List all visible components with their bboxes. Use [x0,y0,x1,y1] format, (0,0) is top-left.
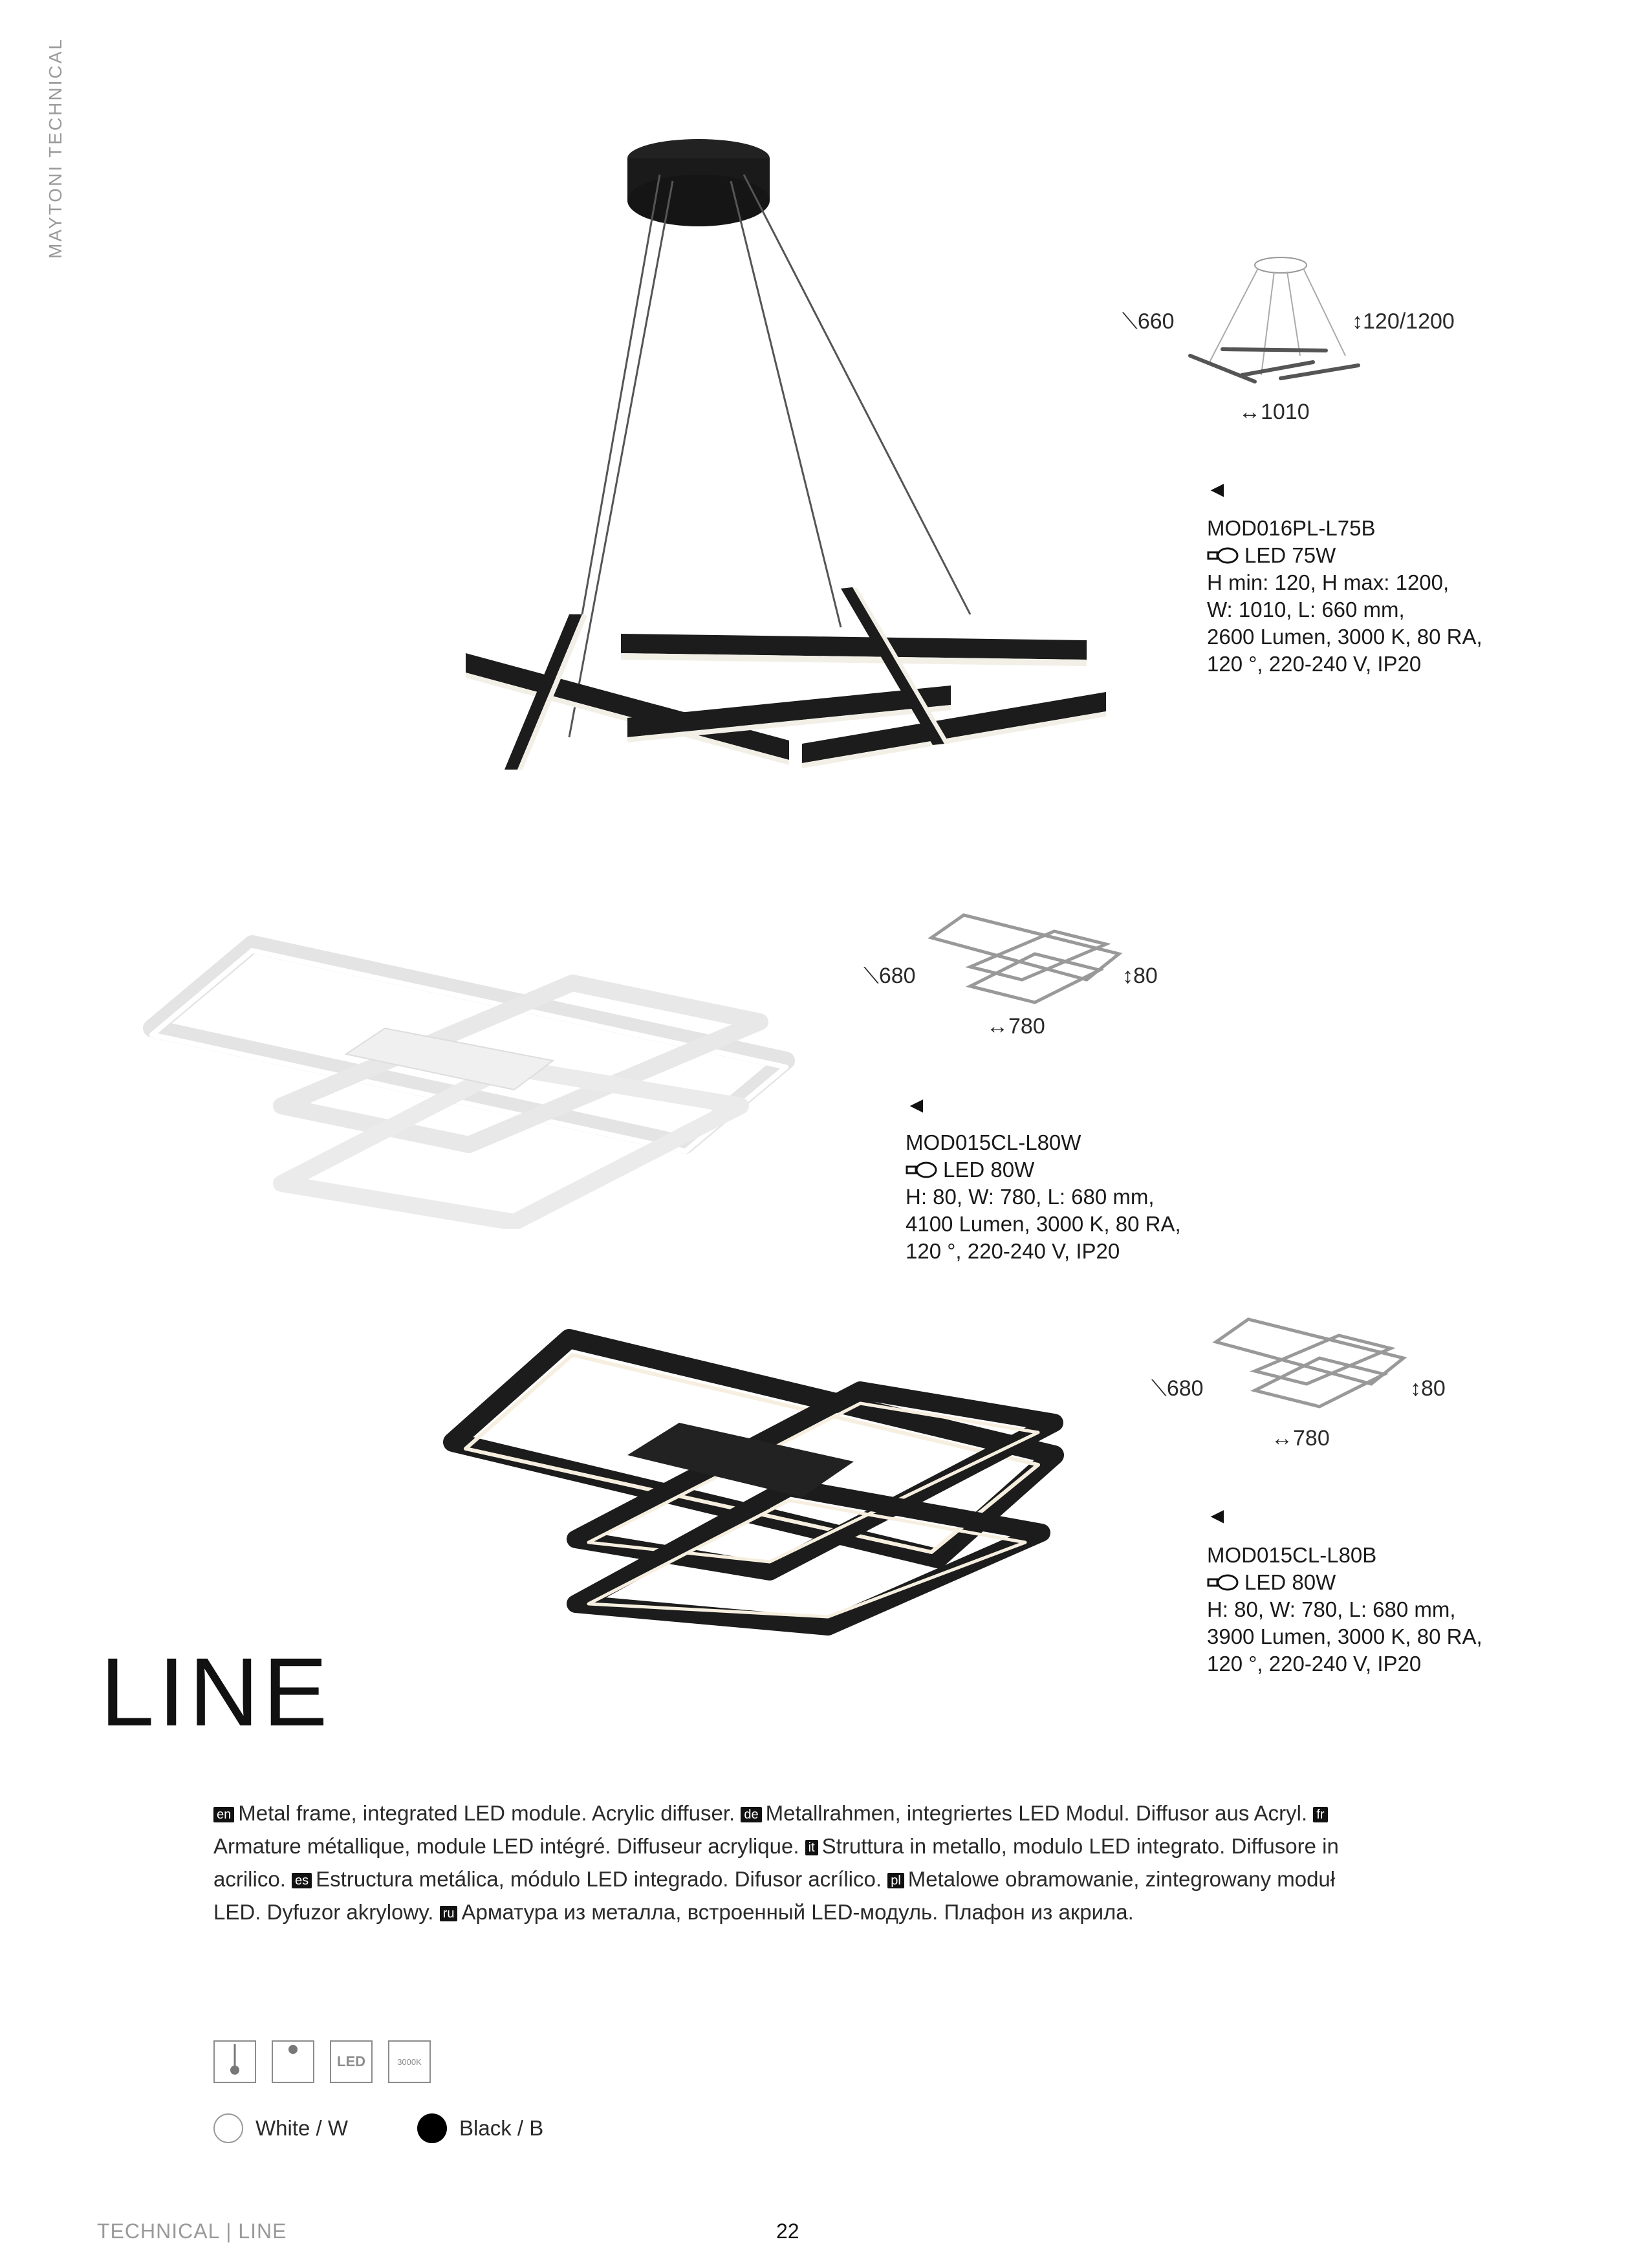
black-lamp-schematic-diagram [1210,1313,1417,1410]
dim-diagonal: ⟍660 [1122,309,1175,334]
spec-line: 3900 Lumen, 3000 K, 80 RA, [1207,1625,1482,1648]
spec-line: 120 °, 220-240 V, IP20 [906,1239,1120,1263]
lang-tag: it [805,1840,818,1855]
led-power: LED 75W [1244,543,1336,567]
pendant-lamp-photo [453,123,1132,802]
product-spec-2 [906,1129,1181,1265]
spec-line: 120 °, 220-240 V, IP20 [1207,652,1422,676]
dim-diagonal: ⟍680 [863,964,916,988]
description-text: Armature métallique, module LED intégré. Diffuseur acrylique. [213,1834,799,1858]
white-finish-swatch [213,2113,243,2143]
spec-line: H: 80, W: 780, L: 680 mm, [1207,1597,1456,1621]
white-lamp-schematic-diagram [925,909,1132,1006]
description-text: Estructura metálica, módulo LED integrado. Difusor acrílico. [316,1867,882,1891]
spec-line: H: 80, W: 780, L: 680 mm, [906,1185,1155,1209]
led-icon: LED [330,2040,373,2083]
lang-tag: fr [1313,1807,1327,1822]
product-code: MOD015CL-L80B [1207,1543,1377,1567]
white-finish-label: White / W [255,2116,349,2140]
description-text: Struttura in metallo, modulo LED integrato. Diffusore in acrilico. [213,1834,1339,1891]
product-code: MOD016PL-L75B [1207,516,1376,540]
led-power: LED 80W [943,1158,1035,1182]
dim-height: ↕80 [1122,964,1158,988]
white-ceiling-lamp-photo [139,931,818,1229]
black-finish-label: Black / B [459,2116,544,2140]
dim-height: ↕120/1200 [1352,309,1455,334]
black-finish-swatch [417,2113,447,2143]
dim-diagonal: ⟍680 [1151,1376,1204,1401]
led-bulb-icon [906,1161,938,1178]
spec-line: 2600 Lumen, 3000 K, 80 RA, [1207,625,1482,649]
spec-marker: ◄ [1206,477,1228,502]
lang-tag: en [213,1807,234,1822]
lang-tag: pl [887,1873,904,1888]
dim-width: ↔780 [986,1014,1045,1039]
spec-line: H min: 120, H max: 1200, [1207,570,1449,594]
spec-line: W: 1010, L: 660 mm, [1207,598,1405,621]
side-label: MAYTONI TECHNICAL [45,38,65,259]
spec-line: 4100 Lumen, 3000 K, 80 RA, [906,1212,1181,1236]
dim-width: ↔1010 [1239,400,1310,424]
dim-height: ↕80 [1410,1376,1446,1401]
led-bulb-icon [1207,1574,1239,1591]
dim-width: ↔780 [1271,1426,1330,1451]
multilingual-description [213,1797,1378,1928]
description-text: Metalowe obramowanie, zintegrowany moduł LED. Dyfuzor akrylowy. [213,1867,1336,1924]
spec-line: 120 °, 220-240 V, IP20 [1207,1652,1422,1676]
black-ceiling-lamp-photo [440,1319,1087,1643]
ceiling-mount-icon [272,2040,314,2083]
product-code: MOD015CL-L80W [906,1130,1081,1154]
product-spec-3 [1207,1542,1482,1678]
description-text: Metallrahmen, integriertes LED Modul. Diffusor aus Acryl. [765,1801,1308,1825]
pendant-mount-icon [213,2040,256,2083]
led-bulb-icon [1207,547,1239,564]
product-spec-1 [1207,515,1482,678]
lang-tag: de [741,1807,761,1822]
description-text: Metal frame, integrated LED module. Acrylic diffuser. [238,1801,735,1825]
footer-section-label: TECHNICAL | LINE [97,2219,287,2243]
lang-tag: es [292,1873,312,1888]
color-temperature-icon: 3000K [388,2040,431,2083]
led-power: LED 80W [1244,1570,1336,1594]
description-text: Арматура из металла, встроенный LED-модуль. Плафон из акрила. [461,1900,1134,1924]
lang-tag: ru [440,1906,458,1921]
page-number: 22 [776,2219,799,2243]
pendant-schematic-diagram [1184,246,1378,401]
collection-title: LINE [100,1637,332,1746]
spec-marker: ◄ [906,1093,928,1118]
spec-marker: ◄ [1206,1504,1228,1528]
